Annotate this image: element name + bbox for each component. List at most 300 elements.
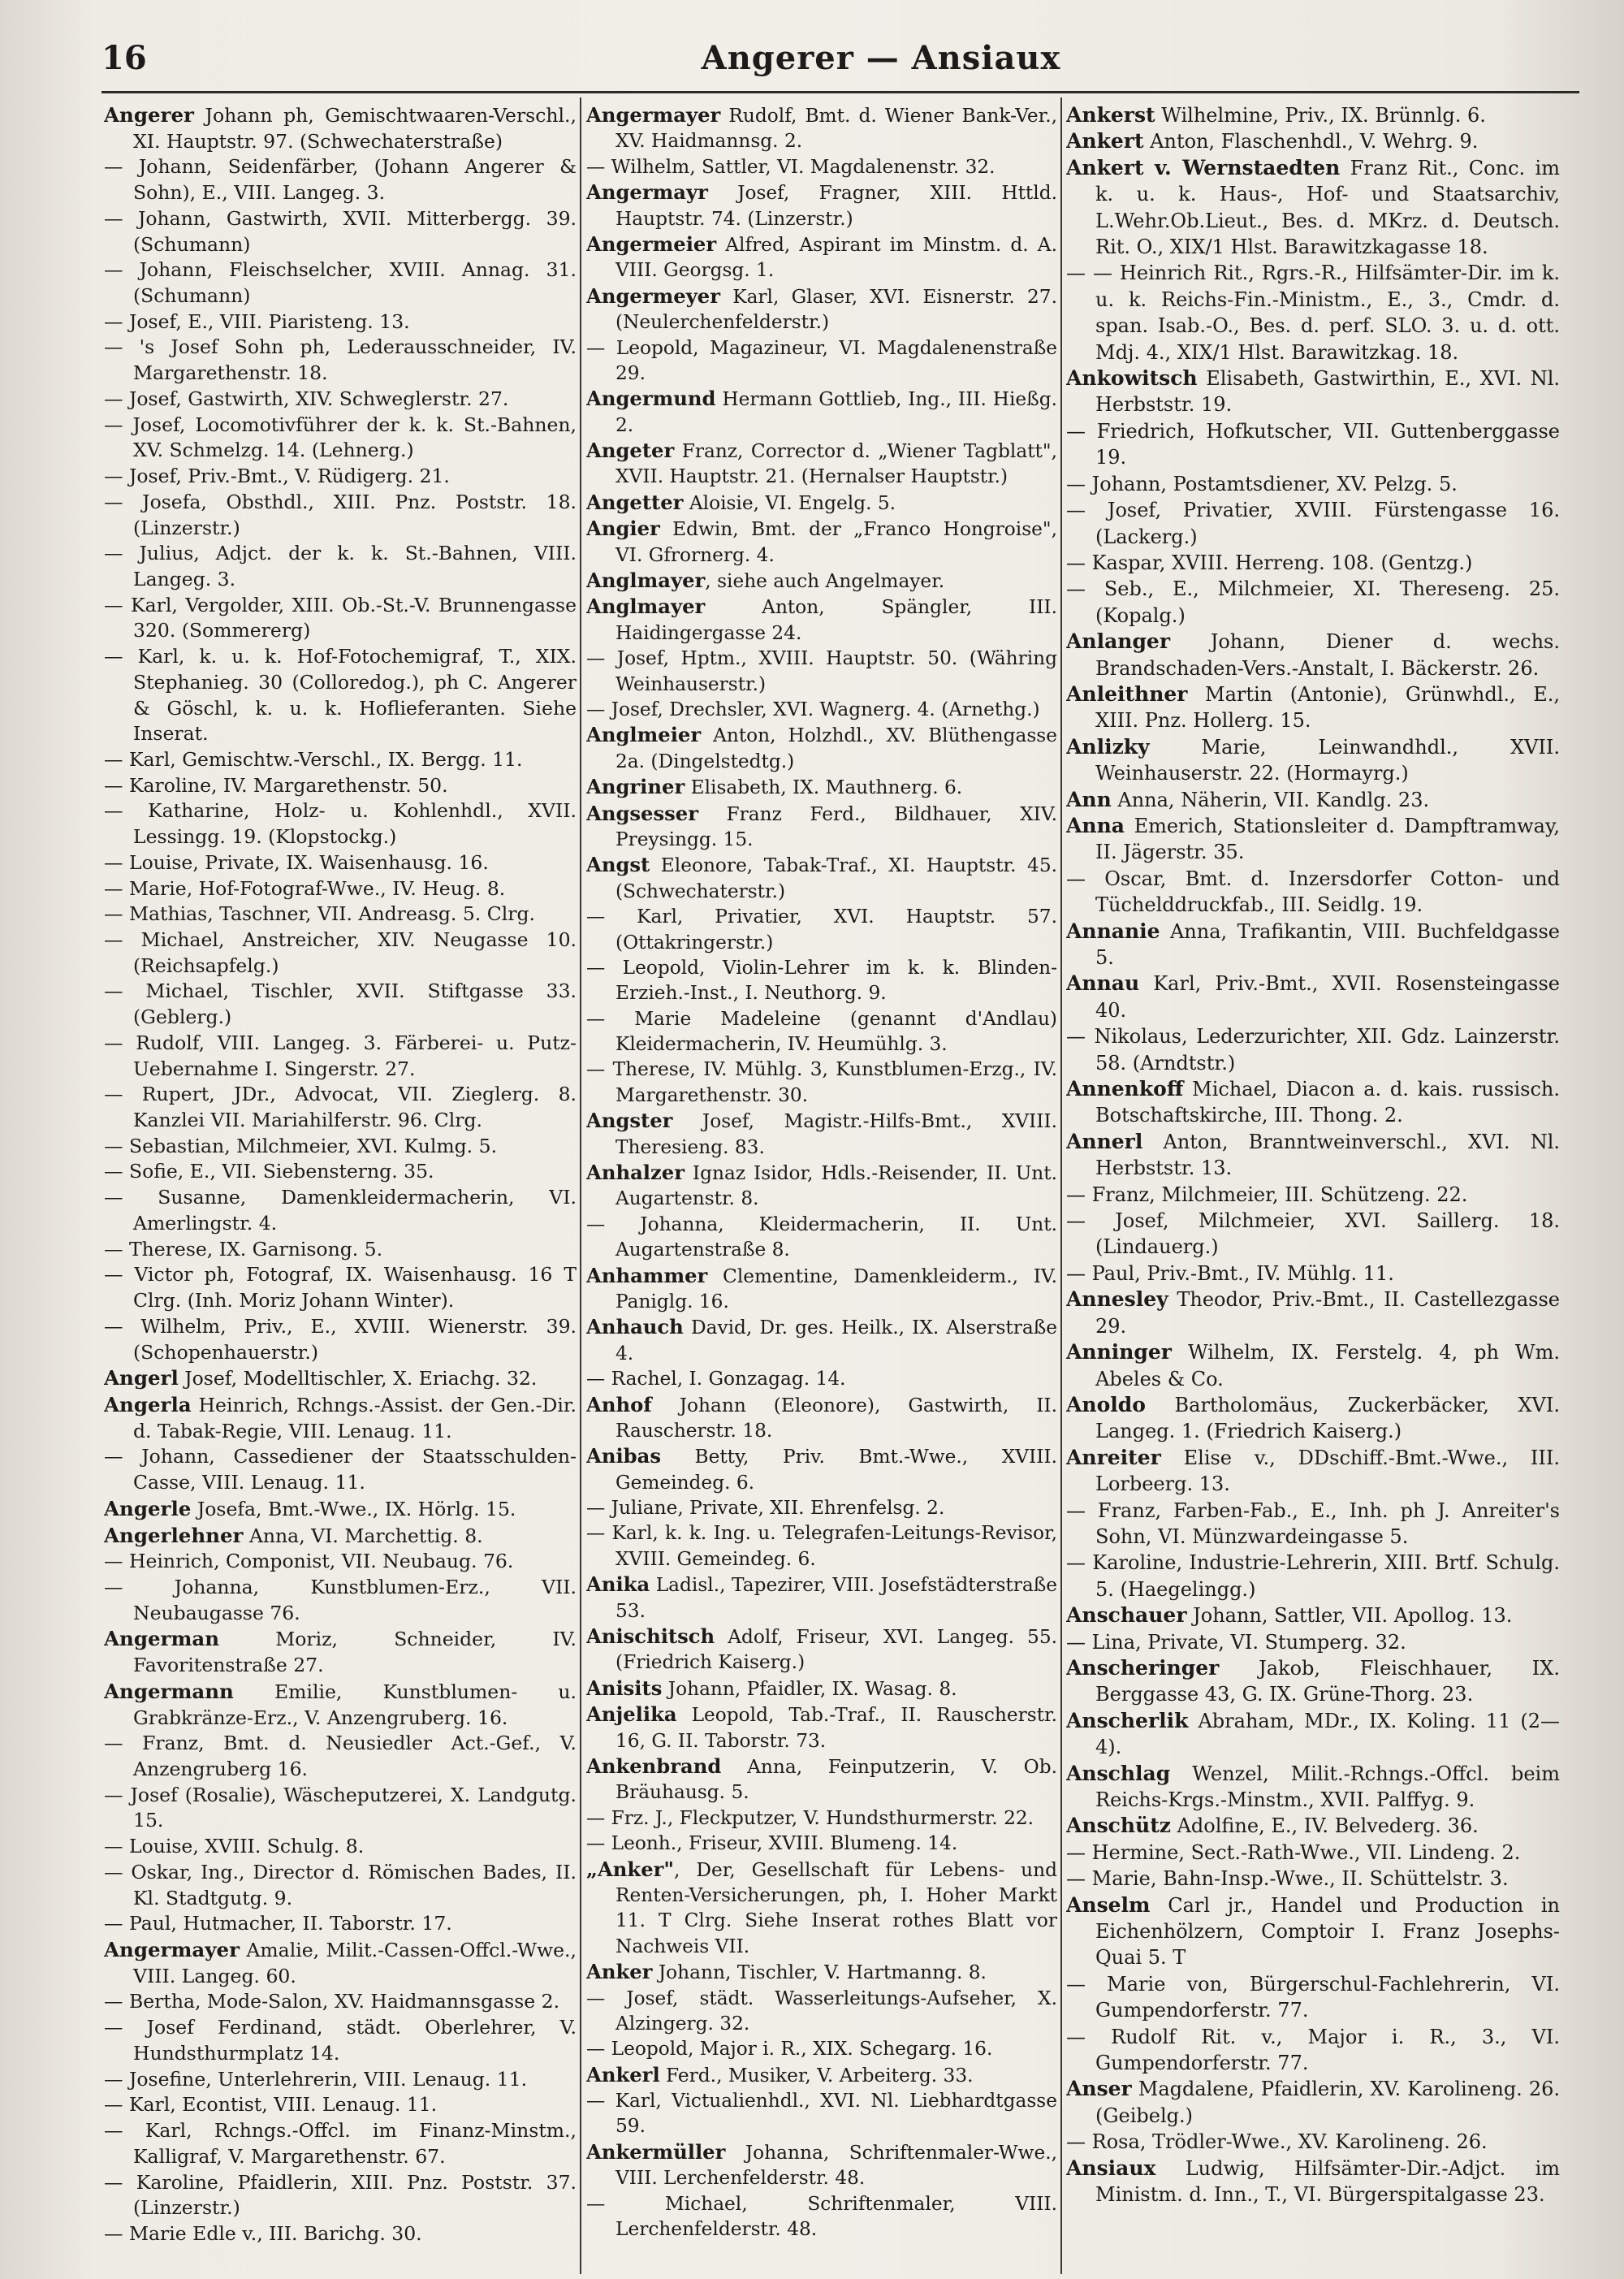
entry-surname: Anleithner [1066, 681, 1188, 706]
entry-surname: Anlanger [1066, 629, 1171, 654]
directory-entry [1066, 734, 1560, 787]
directory-entry [1066, 2129, 1560, 2155]
entry-surname: Angermund [586, 387, 716, 411]
directory-entry [104, 206, 577, 257]
directory-entry [586, 568, 1057, 594]
entry-details: Adolf, Friseur, XVI. Langeg. 55. (Friedrich Kaiserg.) [615, 1626, 1057, 1674]
entry-details: — Louise, Private, IX. Waisenhausg. 16. [104, 850, 489, 874]
entry-details: — Karoline, Pfaidlerin, XIII. Pnz. Poststr. 37. (Linzerstr.) [104, 2170, 577, 2220]
entry-surname: Angst [586, 853, 650, 877]
directory-entry [586, 774, 1057, 800]
entry-surname: Anhof [586, 1392, 652, 1416]
directory-entry [1066, 813, 1560, 866]
entry-details: Anton, Spängler, III. Haidingergasse 24. [615, 596, 1057, 644]
entry-details: — Leonh., Friseur, XVIII. Blumeng. 14. [586, 1832, 958, 1855]
entry-details: — Kaspar, XVIII. Herreng. 108. (Gentzg.) [1066, 551, 1473, 574]
page-header [102, 39, 1579, 80]
entry-surname: Angerl [104, 1366, 179, 1390]
directory-entry [1066, 1655, 1560, 1708]
entry-surname: Anglmeier [586, 723, 702, 747]
entry-details: — Leopold, Violin-Lehrer im k. k. Blinden-Erzieh.-Inst., I. Neuthorg. 9. [586, 956, 1057, 1005]
directory-entry [104, 1626, 577, 1678]
entry-details: — Josef, E., VIII. Piaristeng. 13. [104, 309, 410, 333]
entry-details: — Josef (Rosalie), Wäscheputzerei, X. Landgutg. 15. [104, 1783, 577, 1832]
entry-surname: Ankert [1066, 129, 1144, 154]
entry-details: — Marie Edle v., III. Barichg. 30. [104, 2221, 422, 2245]
entry-details: Aloisie, VI. Engelg. 5. [683, 491, 896, 514]
entry-details: Hermann Gottlieb, Ing., III. Hießg. 2. [615, 388, 1057, 436]
entry-details: Karl, Priv.-Bmt., XVII. Rosensteingasse 40. [1095, 972, 1560, 1022]
directory-entry [586, 490, 1057, 516]
entry-details: — Lina, Private, VI. Stumperg. 32. [1066, 1630, 1406, 1654]
column-divider [580, 97, 581, 2274]
entry-details: Amalie, Milit.-Cassen-Offcl.-Wwe., VIII. Langeg. 60. [133, 1939, 577, 1987]
entry-surname: Anreiter [1066, 1445, 1161, 1469]
directory-entry [586, 516, 1057, 568]
directory-entry [586, 1495, 1057, 1520]
directory-entry [104, 2092, 577, 2118]
entry-details: — Leopold, Major i. R., XIX. Schegarg. 16. [586, 2038, 993, 2061]
directory-entry [1066, 1023, 1560, 1076]
entry-details: Johann ph, Gemischtwaaren-Verschl., XI. Hauptstr. 97. (Schwechaterstraße) [133, 104, 577, 153]
entry-details: — Karl, k. u. k. Hof-Fotochemigraf, T., XIX. Stephanieg. 30 (Colloredog.), ph C. Angerer & Göschl, k. u. k. Hoflieferanten. Siehe Inserat. [104, 645, 577, 746]
directory-entry [586, 1443, 1057, 1495]
entry-surname: Angerle [104, 1496, 192, 1520]
entry-details: — Heinrich, Componist, VII. Neubaug. 76. [104, 1550, 514, 1573]
directory-entry [1066, 1602, 1560, 1628]
entry-details: — Oskar, Ing., Director d. Römischen Bades, II. Kl. Stadtgutg. 9. [104, 1860, 577, 1909]
directory-entry [1066, 681, 1560, 734]
directory-entry [586, 2036, 1057, 2061]
entry-details: — Karoline, IV. Margarethenstr. 50. [104, 773, 448, 797]
entry-details: — Therese, IV. Mühlg. 3, Kunstblumen-Erzg., IV. Margarethenstr. 30. [586, 1058, 1057, 1106]
entry-surname: Annesley [1066, 1287, 1168, 1312]
directory-entry [586, 231, 1057, 283]
entry-details: Betty, Priv. Bmt.-Wwe., XVIII. Gemeindeg. 6. [615, 1446, 1057, 1494]
entry-surname: Ankermüller [586, 2139, 726, 2164]
directory-entry [104, 464, 577, 490]
directory-entry [586, 904, 1057, 955]
entry-surname: Anika [586, 1572, 650, 1597]
directory-entry [104, 2221, 577, 2247]
entry-details: — Marie Madeleine (genannt d'Andlau) Kleidermacherin, IV. Heumühlg. 3. [586, 1007, 1057, 1056]
directory-entry [586, 1857, 1057, 1960]
directory-entry [1066, 1261, 1560, 1287]
entry-details: — Karl, Vergolder, XIII. Ob.-St.-V. Brunnengasse 320. (Sommererg) [104, 593, 577, 642]
entry-details: — Seb., E., Milchmeier, XI. Thereseng. 25. (Kopalg.) [1066, 577, 1560, 627]
directory-entry [586, 102, 1057, 154]
entry-details: — Karoline, Industrie-Lehrerin, XIII. Brtf. Schulg. 5. (Haegelingg.) [1066, 1551, 1560, 1601]
directory-entry [586, 2088, 1057, 2139]
entry-details: — Josef, Priv.-Bmt., V. Rüdigerg. 21. [104, 465, 450, 488]
directory-entry [1066, 1813, 1560, 1839]
entry-surname: Angermayer [104, 1938, 240, 1962]
directory-entry [586, 1754, 1057, 1805]
entry-details: Johann, Sattler, VII. Apollog. 13. [1186, 1604, 1513, 1628]
entry-details: — Karl, Victualienhdl., XVI. Nl. Liebhardtgasse 59. [586, 2090, 1057, 2138]
entry-details: — Rudolf Rit. v., Major i. R., 3., VI. Gumpendorferstr. 77. [1066, 2025, 1560, 2075]
directory-entry [586, 1057, 1057, 1108]
entry-details: — Karl, Rchngs.-Offcl. im Finanz-Minstm., Kalligraf, V. Margarethenstr. 67. [104, 2119, 577, 2168]
entry-details: — Josef, Milchmeier, XVI. Saillerg. 18. (Lindauerg.) [1066, 1209, 1560, 1259]
entry-details: Carl jr., Handel und Production in Eichenhölzern, Comptoir I. Franz Josephs-Quai 5. T [1095, 1893, 1560, 1970]
entry-details: — — Heinrich Rit., Rgrs.-R., Hilfsämter-Dir. im k. u. k. Reichs-Fin.-Ministm., E., 3., Cmdr. d. span. Isab.-O., Bes. d. perf. SLO. 3. u. d. ott. Mdj. 4., XIX/1 Hlst. Barawitzkag. 18. [1066, 262, 1560, 364]
entry-details: — Josefa, Obsthdl., XIII. Pnz. Poststr. 18. (Linzerstr.) [104, 490, 577, 539]
directory-entry [104, 1549, 577, 1575]
entry-surname: Ann [1066, 787, 1112, 811]
entry-surname: Annenkoff [1066, 1077, 1184, 1101]
entry-surname: Angsesser [586, 801, 698, 825]
directory-entry [1066, 102, 1560, 128]
entry-details: — Sofie, E., VII. Siebensterng. 35. [104, 1160, 434, 1183]
directory-entry [104, 1783, 577, 1834]
entry-details: Wilhelm, IX. Ferstelg. 4, ph Wm. Abeles & Co. [1095, 1341, 1560, 1390]
directory-entry [586, 1831, 1057, 1856]
entry-details: Rudolf, Bmt. d. Wiener Bank-Ver., XV. Haidmannsg. 2. [615, 105, 1057, 153]
directory-entry [104, 1679, 577, 1731]
directory-entry [1066, 971, 1560, 1023]
entry-surname: Annanie [1066, 919, 1160, 943]
directory-entry [1066, 1629, 1560, 1655]
directory-entry [586, 1366, 1057, 1391]
directory-entry [586, 1108, 1057, 1160]
entry-details: — Josef, Privatier, XVIII. Fürstengasse 16. (Lackerg.) [1066, 499, 1560, 548]
directory-entry [586, 1006, 1057, 1057]
entry-surname: Anoldo [1066, 1392, 1146, 1416]
entry-details: — Paul, Priv.-Bmt., IV. Mühlg. 11. [1066, 1261, 1394, 1285]
entry-surname: Angriner [586, 775, 685, 799]
directory-entry [586, 154, 1057, 179]
entry-surname: Angerman [104, 1627, 220, 1651]
entry-details: — Johann, Postamtsdiener, XV. Pelzg. 5. [1066, 472, 1458, 495]
entry-details: Marie, Leinwandhdl., XVII. Weinhauserstr. 22. (Hormayrg.) [1095, 735, 1560, 785]
directory-entry [104, 1731, 577, 1782]
entry-surname: Anhammer [586, 1263, 708, 1287]
entry-surname: Anisits [586, 1676, 663, 1700]
entry-details: — Rudolf, VIII. Langeg. 3. Färberei- u. Putz-Uebernahme I. Singerstr. 27. [104, 1031, 577, 1080]
entry-details: Josef, Modelltischler, X. Eriachg. 32. [178, 1367, 538, 1390]
entry-surname: Anlizky [1066, 734, 1150, 759]
column-2 [586, 102, 1057, 2247]
entry-details: — Victor ph, Fotograf, IX. Waisenhausg. 16 T Clrg. (Inh. Moriz Johann Winter). [104, 1263, 577, 1312]
directory-entry [1066, 1761, 1560, 1814]
entry-details: Johann, Tischler, V. Hartmanng. 8. [652, 1961, 987, 1984]
directory-entry [586, 1212, 1057, 1263]
directory-entry [586, 1392, 1057, 1444]
entry-details: — Josef Ferdinand, städt. Oberlehrer, V. Hundsthurmplatz 14. [104, 2016, 577, 2065]
entry-details: — Karl, Econtist, VIII. Lenaug. 11. [104, 2093, 438, 2117]
directory-entry [104, 1365, 577, 1392]
entry-surname: Ankert v. Wernstaedten [1066, 155, 1341, 179]
directory-entry [104, 1262, 577, 1313]
entry-details: Josefa, Bmt.-Wwe., IX. Hörlg. 15. [191, 1497, 516, 1520]
entry-details: — Wilhelm, Sattler, VI. Magdalenenstr. 32. [586, 155, 996, 178]
directory-entry [104, 387, 577, 413]
directory-entry [1066, 128, 1560, 154]
entry-details: Franz, Corrector d. „Wiener Tagblatt", XVII. Hauptstr. 21. (Hernalser Hauptstr.) [615, 440, 1057, 488]
directory-entry [104, 902, 577, 928]
directory-entry [104, 1185, 577, 1236]
directory-entry [586, 438, 1057, 490]
directory-entry [104, 490, 577, 541]
directory-entry [1066, 1208, 1560, 1261]
directory-entry [586, 1263, 1057, 1315]
entry-details: Martin (Antonie), Grünwhdl., E., XIII. Pnz. Hollerg. 15. [1095, 682, 1560, 733]
directory-entry [586, 2062, 1057, 2088]
entry-details: — Rupert, JDr., Advocat, VII. Zieglerg. 8. Kanzlei VII. Mariahilferstr. 96. Clrg. [104, 1083, 577, 1132]
entry-surname: Angermayer [586, 103, 721, 127]
directory-entry [1066, 866, 1560, 919]
entry-details: Bartholomäus, Zuckerbäcker, XVI. Langeg. 1. (Friedrich Kaiserg.) [1095, 1393, 1560, 1443]
directory-entry [104, 593, 577, 644]
directory-entry [1066, 1129, 1560, 1182]
directory-entry [1066, 1840, 1560, 1866]
entry-surname: Angerlehner [104, 1523, 244, 1547]
directory-entry [104, 1159, 577, 1185]
directory-entry [104, 1082, 577, 1133]
entry-details: Michael, Diacon a. d. kais. russisch. Botschaftskirche, III. Thong. 2. [1095, 1078, 1560, 1127]
running-title: Angerer — Ansiaux [701, 39, 1061, 77]
entry-surname: Annau [1066, 971, 1140, 996]
directory-entry [586, 283, 1057, 335]
directory-entry [104, 1314, 577, 1365]
entry-details: Elisabeth, IX. Mauthnerg. 6. [685, 776, 963, 799]
directory-entry [586, 852, 1057, 904]
directory-entry [586, 1676, 1057, 1702]
entry-details: — Karl, Privatier, XVI. Hauptstr. 57. (Ottakringerstr.) [586, 906, 1057, 954]
directory-entry [586, 386, 1057, 438]
entry-details: Franz Rit., Conc. im k. u. k. Haus-, Hof- und Staatsarchiv, L.Wehr.Ob.Lieut., Bes. d. MKrz. d. Deutsch. Rit. O., XIX/1 Hlst. Barawitzkagasse 18. [1095, 156, 1560, 259]
entry-surname: Angermayr [586, 180, 708, 205]
entry-surname: Angster [586, 1109, 673, 1133]
directory-entry [586, 1805, 1057, 1831]
entry-details: — Julius, Adjct. der k. k. St.-Bahnen, VIII. Langeg. 3. [104, 542, 577, 590]
directory-entry [1066, 787, 1560, 813]
directory-entry [1066, 2024, 1560, 2077]
entry-details: — Franz, Bmt. d. Neusiedler Act.-Gef., V. Anzengruberg 16. [104, 1732, 577, 1780]
entry-details: — Nikolaus, Lederzurichter, XII. Gdz. Lainzerstr. 58. (Arndtstr.) [1066, 1025, 1560, 1075]
entry-details: Magdalene, Pfaidlerin, XV. Karolineng. 26. (Geibelg.) [1095, 2078, 1560, 2127]
entry-surname: Anselm [1066, 1892, 1151, 1917]
entry-details: — Johann, Seidenfärber, (Johann Angerer & Sohn), E., VIII. Langeg. 3. [104, 155, 577, 205]
entry-details: Eleonore, Tabak-Traf., XI. Hauptstr. 45. (Schwechaterstr.) [615, 854, 1057, 902]
directory-entry [1066, 1971, 1560, 2024]
entry-surname: Angermeyer [586, 283, 720, 308]
directory-entry [104, 2067, 577, 2093]
directory-entry [104, 102, 577, 154]
entry-surname: Anibas [586, 1444, 661, 1468]
entry-details: Johann, Pfaidler, IX. Wasag. 8. [662, 1677, 957, 1700]
directory-entry [1066, 365, 1560, 418]
entry-details: Alfred, Aspirant im Minstm. d. A. VIII. Georgsg. 1. [615, 233, 1057, 282]
entry-details: — Wilhelm, Priv., E., XVIII. Wienerstr. 39. (Schopenhauerstr.) [104, 1314, 577, 1364]
entry-details: — Josefine, Unterlehrerin, VIII. Lenaug. 11. [104, 2067, 528, 2091]
entry-surname: Ankerl [586, 2062, 660, 2087]
directory-entry [1066, 1550, 1560, 1602]
entry-details: — Michael, Anstreicher, XIV. Neugasse 10. (Reichsapfelg.) [104, 928, 577, 977]
directory-entry [104, 2170, 577, 2221]
entry-surname: Angermeier [586, 231, 717, 256]
directory-entry [1066, 1892, 1560, 1971]
directory-entry [1066, 2076, 1560, 2129]
directory-entry [104, 1496, 577, 1523]
directory-entry [104, 1134, 577, 1160]
entry-details: — Josef, Locomotivführer der k. k. St.-Bahnen, XV. Schmelzg. 14. (Lehnerg.) [104, 413, 577, 462]
entry-surname: Anjelika [586, 1702, 677, 1727]
directory-entry [586, 1520, 1057, 1572]
entry-details: Wenzel, Milit.-Rchngs.-Offcl. beim Reichs-Krgs.-Minstm., XVII. Palffyg. 9. [1095, 1762, 1560, 1811]
directory-entry [104, 876, 577, 902]
entry-surname: Anglmayer [586, 569, 706, 593]
directory-entry [104, 541, 577, 592]
directory-entry [1066, 1708, 1560, 1761]
entry-details: — Susanne, Damenkleidermacherin, VI. Amerlingstr. 4. [104, 1186, 577, 1235]
entry-details: — Josef, städt. Wasserleitungs-Aufseher, X. Alzingerg. 32. [586, 1987, 1057, 2035]
entry-details: Franz Ferd., Bildhauer, XIV. Preysingg. 15. [615, 802, 1057, 850]
directory-entry [1066, 1498, 1560, 1550]
entry-surname: Anker [586, 1960, 653, 1984]
entry-details: — Josef, Gastwirth, XIV. Schweglerstr. 27. [104, 387, 509, 410]
entry-details: — Josef, Hptm., XVIII. Hauptstr. 50. (Währing Weinhauserstr.) [586, 647, 1057, 695]
entry-details: Elisabeth, Gastwirthin, E., XVI. Nl. Herbststr. 19. [1095, 367, 1560, 417]
entry-details: Emerich, Stationsleiter d. Dampftramway, II. Jägerstr. 35. [1095, 814, 1560, 864]
entry-details: — Johanna, Kleidermacherin, II. Unt. Augartenstraße 8. [586, 1213, 1057, 1261]
directory-entry [586, 1572, 1057, 1624]
entry-details: , siehe auch Angelmayer. [705, 570, 945, 593]
directory-entry [104, 2118, 577, 2169]
directory-entry [586, 1160, 1057, 1212]
entry-surname: Angerla [104, 1392, 192, 1416]
entry-details: — Michael, Schriftenmaler, VIII. Lerchenfelderstr. 48. [586, 2192, 1057, 2241]
directory-entry [1066, 2156, 1560, 2208]
entry-details: — Rosa, Trödler-Wwe., XV. Karolineng. 26. [1066, 2130, 1488, 2154]
entry-surname: Angermann [104, 1679, 234, 1703]
directory-entry [104, 1444, 577, 1495]
directory-entry [1066, 1866, 1560, 1892]
column-divider [1060, 97, 1062, 2274]
directory-entry [1066, 1287, 1560, 1339]
entry-details: — Bertha, Mode-Salon, XV. Haidmannsgasse 2. [104, 1990, 560, 2013]
entry-surname: Anischitsch [586, 1624, 715, 1649]
page-number: 16 [102, 39, 147, 77]
directory-entry [1066, 497, 1560, 550]
entry-details: — Johann, Cassediener der Staatsschulden-Casse, VIII. Lenaug. 11. [104, 1445, 577, 1494]
entry-surname: Angerer [104, 103, 194, 127]
entry-details: Johann, Diener d. wechs. Brandschaden-Vers.-Anstalt, I. Bäckerstr. 26. [1095, 630, 1560, 680]
entry-details: Karl, Glaser, XVI. Eisnerstr. 27. (Neulerchenfelderstr.) [615, 285, 1057, 334]
entry-details: Abraham, MDr., IX. Koling. 11 (2—4). [1095, 1709, 1560, 1759]
directory-entry [586, 697, 1057, 722]
entry-surname: Anschauer [1066, 1603, 1187, 1628]
directory-entry [104, 1031, 577, 1082]
entry-surname: Anscheringer [1066, 1655, 1220, 1680]
column-1 [104, 102, 577, 2247]
directory-entry [586, 179, 1057, 231]
entry-details: Leopold, Tab.-Traf., II. Rauscherstr. 16, G. II. Taborstr. 73. [615, 1704, 1057, 1752]
entry-details: — Franz, Milchmeier, III. Schützeng. 22. [1066, 1183, 1468, 1206]
directory-entry [104, 1911, 577, 1937]
entry-details: Josef, Fragner, XIII. Httld. Hauptstr. 74. (Linzerstr.) [615, 182, 1057, 230]
entry-details: — Oscar, Bmt. d. Inzersdorfer Cotton- und Tüchelddruckfab., III. Seidlg. 19. [1066, 867, 1560, 917]
entry-details: — Katharine, Holz- u. Kohlenhdl., XVII. Lessingg. 19. (Klopstockg.) [104, 799, 577, 849]
entry-surname: Anschlag [1066, 1761, 1171, 1785]
entry-details: — Josef, Drechsler, XVI. Wagnerg. 4. (Arnethg.) [586, 698, 1040, 720]
entry-surname: Annerl [1066, 1129, 1143, 1153]
entry-surname: Anninger [1066, 1340, 1172, 1364]
directory-entry [1066, 418, 1560, 471]
entry-details: Wilhelmine, Priv., IX. Brünnlg. 6. [1155, 104, 1486, 127]
entry-details: — Johanna, Kunstblumen-Erz., VII. Neubaugasse 76. [104, 1575, 577, 1624]
directory-entry [586, 335, 1057, 387]
entry-surname: Ankerst [1066, 103, 1155, 127]
entry-details: — Marie, Hof-Fotograf-Wwe., IV. Heug. 8. [104, 876, 506, 900]
entry-details: Moriz, Schneider, IV. Favoritenstraße 27. [133, 1628, 577, 1677]
entry-details: Ignaz Isidor, Hdls.-Reisender, II. Unt. Augartenstr. 8. [615, 1162, 1057, 1210]
entry-surname: Anna [1066, 813, 1125, 837]
directory-entry [586, 646, 1057, 697]
entry-details: Theodor, Priv.-Bmt., II. Castellezgasse 29. [1095, 1288, 1560, 1338]
entry-details: — Louise, XVIII. Schulg. 8. [104, 1835, 365, 1858]
directory-entry [104, 1834, 577, 1860]
directory-entry [104, 154, 577, 205]
directory-entry [104, 1523, 577, 1550]
entry-details: — Karl, Gemischtw.-Verschl., IX. Bergg. 11. [104, 747, 523, 771]
entry-details: Clementine, Damenkleiderm., IV. Paniglg. 16. [615, 1265, 1057, 1312]
entry-details: Emilie, Kunstblumen- u. Grabkränze-Erz., V. Anzengruberg. 16. [133, 1680, 577, 1729]
entry-details: Anton, Flaschenhdl., V. Wehrg. 9. [1143, 130, 1479, 154]
directory-entry [1066, 1182, 1560, 1208]
directory-entry [1066, 471, 1560, 497]
entry-details: — Michael, Tischler, XVII. Stiftgasse 33. (Geblerg.) [104, 979, 577, 1029]
entry-details: — Marie von, Bürgerschul-Fachlehrerin, VI. Gumpendorferstr. 77. [1066, 1972, 1560, 2022]
directory-entry [104, 747, 577, 773]
directory-entry [1066, 576, 1560, 629]
entry-details: — Friedrich, Hofkutscher, VII. Guttenberggasse 19. [1066, 419, 1560, 469]
entry-details: — Karl, k. k. Ing. u. Telegrafen-Leitungs-Revisor, XVIII. Gemeindeg. 6. [586, 1522, 1057, 1570]
directory-entry [586, 2139, 1057, 2191]
entry-details: , Der, Gesellschaft für Lebens- und Renten-Versicherungen, ph, I. Hoher Markt 11. T Clrg. Siehe Inserat rothes Blatt vor Nachweis VII. [615, 1858, 1057, 1957]
directory-entry [104, 773, 577, 799]
entry-surname: Anscherlik [1066, 1708, 1189, 1732]
entry-surname: Angier [586, 517, 660, 541]
entry-details: Ferd., Musiker, V. Arbeiterg. 33. [659, 2064, 974, 2087]
directory-entry [586, 2191, 1057, 2242]
directory-entry [104, 850, 577, 876]
entry-surname: Angeter [586, 439, 675, 463]
entry-surname: Anhalzer [586, 1161, 685, 1185]
entry-details: Heinrich, Rchngs.-Assist. der Gen.-Dir. d. Tabak-Regie, VIII. Lenaug. 11. [133, 1393, 577, 1442]
directory-entry [1066, 260, 1560, 365]
entry-surname: Anser [1066, 2077, 1132, 2101]
entry-surname: Angetter [586, 490, 684, 514]
directory-entry [586, 955, 1057, 1006]
entry-surname: Anhauch [586, 1315, 684, 1339]
entry-details: Anna, Näherin, VII. Kandlg. 23. [1111, 788, 1430, 811]
entry-details: — Johann, Gastwirth, XVII. Mitterbergg. 39. (Schumann) [104, 206, 577, 256]
directory-entry [104, 257, 577, 309]
directory-entry [1066, 155, 1560, 261]
entry-surname: „Anker" [586, 1857, 675, 1881]
entry-details: David, Dr. ges. Heilk., IX. Alserstraße 4. [615, 1317, 1057, 1364]
entry-details: Anna, Trafikantin, VIII. Buchfeldgasse 5. [1095, 919, 1560, 969]
entry-details: Johann (Eleonore), Gastwirth, II. Rauscherstr. 18. [615, 1394, 1057, 1442]
directory-entry [104, 798, 577, 850]
entry-details: Edwin, Bmt. der „Franco Hongroise", VI. Gfrornerg. 4. [615, 518, 1057, 566]
entry-details: Ludwig, Hilfsämter-Dir.-Adjct. im Ministm. d. Inn., T., VI. Bürgerspitalgasse 23. [1095, 2156, 1560, 2207]
directory-entry [104, 1237, 577, 1263]
column-3 [1066, 102, 1560, 2247]
directory-entry [1066, 1445, 1560, 1498]
